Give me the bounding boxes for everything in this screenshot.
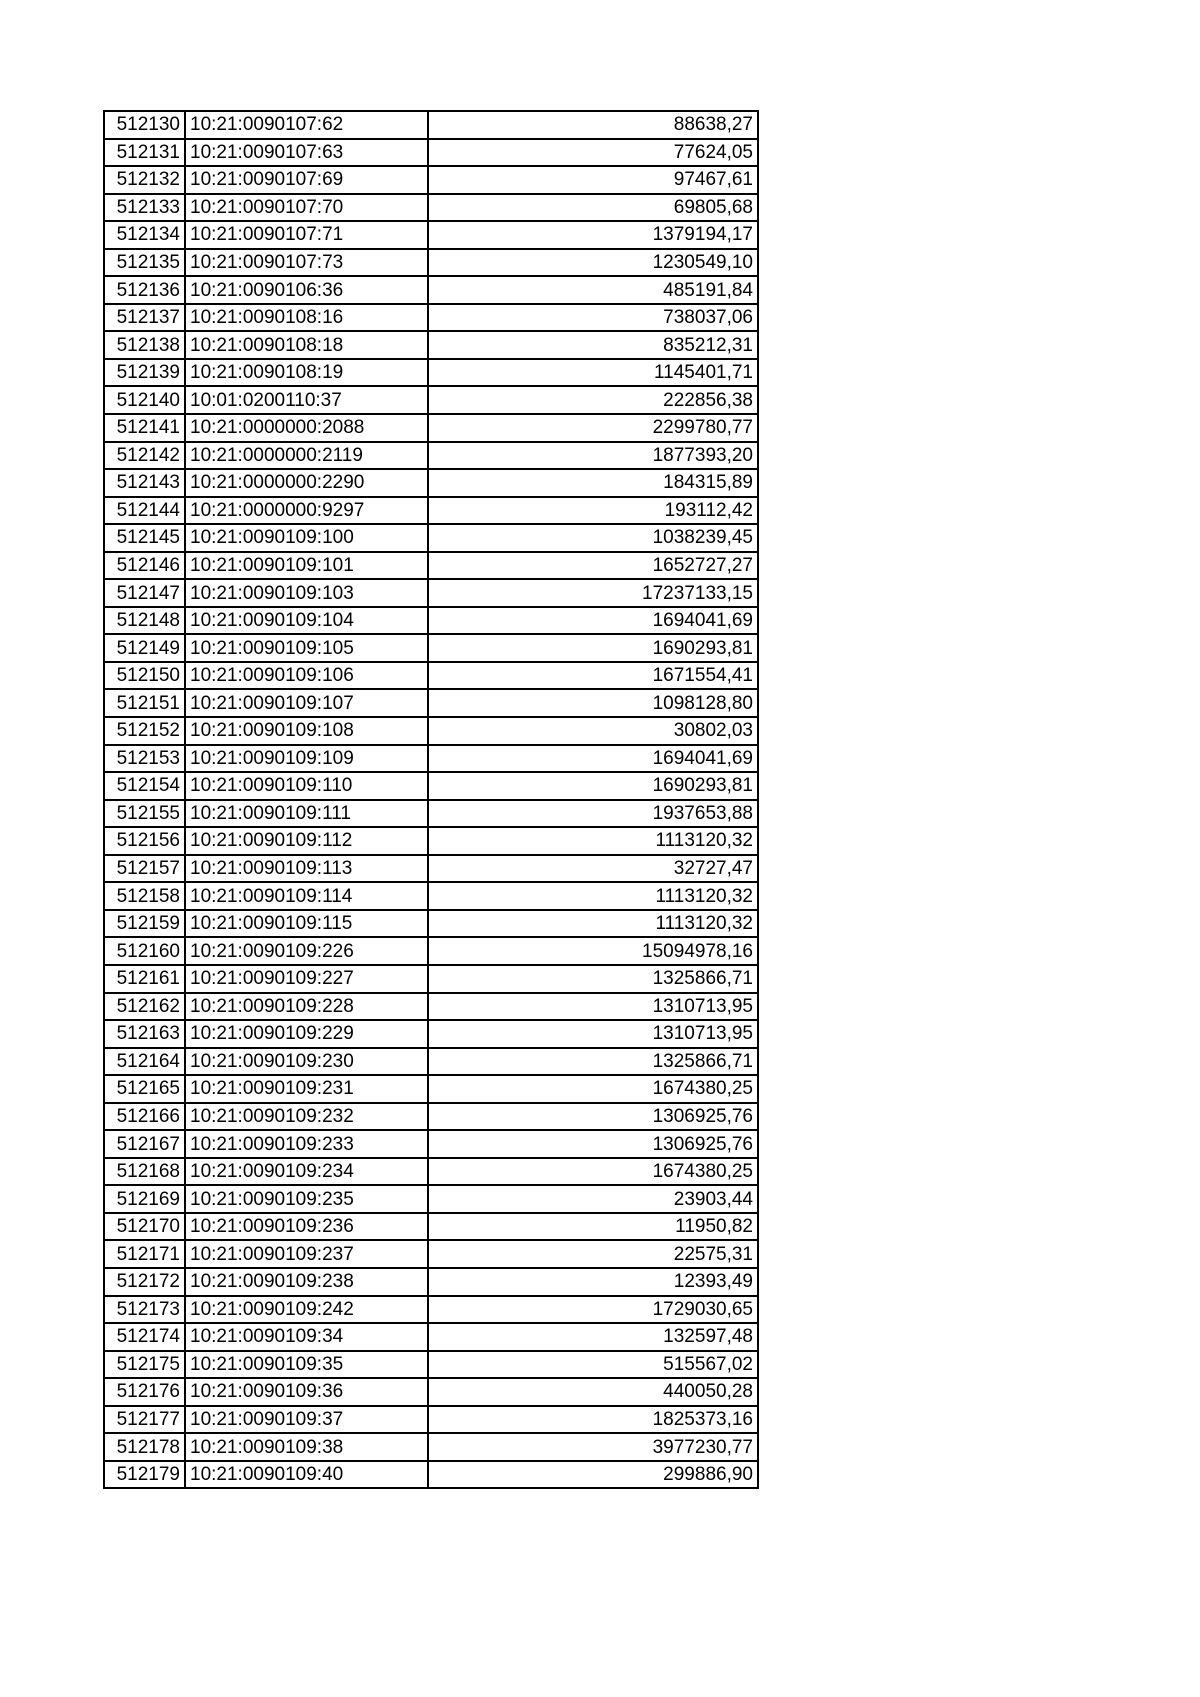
table-row <box>104 1130 758 1158</box>
amount-cell: 88638,27 <box>428 111 758 139</box>
cadastral-number-cell: 10:21:0090107:63 <box>185 139 428 167</box>
amount-cell: 1690293,81 <box>428 634 758 662</box>
amount-cell: 1113120,32 <box>428 882 758 910</box>
table-row <box>104 1351 758 1379</box>
amount-cell: 485191,84 <box>428 276 758 304</box>
cadastral-number-cell: 10:21:0090109:111 <box>185 800 428 828</box>
table-row <box>104 993 758 1021</box>
cadastral-number-cell: 10:21:0090109:233 <box>185 1130 428 1158</box>
amount-cell: 1674380,25 <box>428 1075 758 1103</box>
amount-cell: 30802,03 <box>428 717 758 745</box>
row-id-cell: 512148 <box>104 607 185 635</box>
row-id-cell: 512178 <box>104 1433 185 1461</box>
amount-cell: 1325866,71 <box>428 1048 758 1076</box>
amount-cell: 1877393,20 <box>428 442 758 470</box>
row-id-cell: 512179 <box>104 1461 185 1489</box>
table-row <box>104 827 758 855</box>
cadastral-number-cell: 10:21:0000000:9297 <box>185 497 428 525</box>
row-id-cell: 512165 <box>104 1075 185 1103</box>
amount-cell: 1729030,65 <box>428 1296 758 1324</box>
cadastral-number-cell: 10:21:0090109:112 <box>185 827 428 855</box>
row-id-cell: 512160 <box>104 937 185 965</box>
row-id-cell: 512170 <box>104 1213 185 1241</box>
row-id-cell: 512145 <box>104 524 185 552</box>
table-row <box>104 579 758 607</box>
table-row <box>104 552 758 580</box>
table-row <box>104 717 758 745</box>
amount-cell: 440050,28 <box>428 1378 758 1406</box>
cadastral-number-cell: 10:21:0090109:105 <box>185 634 428 662</box>
amount-cell: 515567,02 <box>428 1351 758 1379</box>
table-row <box>104 111 758 139</box>
cadastral-number-cell: 10:21:0090107:73 <box>185 249 428 277</box>
row-id-cell: 512143 <box>104 469 185 497</box>
amount-cell: 12393,49 <box>428 1268 758 1296</box>
table-row <box>104 689 758 717</box>
amount-cell: 1145401,71 <box>428 359 758 387</box>
row-id-cell: 512147 <box>104 579 185 607</box>
amount-cell: 1652727,27 <box>428 552 758 580</box>
table-row <box>104 469 758 497</box>
table-row <box>104 800 758 828</box>
row-id-cell: 512168 <box>104 1158 185 1186</box>
amount-cell: 132597,48 <box>428 1323 758 1351</box>
row-id-cell: 512155 <box>104 800 185 828</box>
amount-cell: 2299780,77 <box>428 414 758 442</box>
amount-cell: 193112,42 <box>428 497 758 525</box>
row-id-cell: 512171 <box>104 1240 185 1268</box>
cadastral-number-cell: 10:21:0090109:226 <box>185 937 428 965</box>
amount-cell: 1306925,76 <box>428 1103 758 1131</box>
cadastral-number-cell: 10:21:0090107:70 <box>185 194 428 222</box>
cadastral-number-cell: 10:21:0090109:38 <box>185 1433 428 1461</box>
table-row <box>104 1048 758 1076</box>
table-row <box>104 855 758 883</box>
row-id-cell: 512140 <box>104 386 185 414</box>
cadastral-number-cell: 10:21:0090109:104 <box>185 607 428 635</box>
table-row <box>104 1240 758 1268</box>
cadastral-number-cell: 10:21:0090109:36 <box>185 1378 428 1406</box>
row-id-cell: 512158 <box>104 882 185 910</box>
table-row <box>104 662 758 690</box>
cadastral-number-cell: 10:21:0090108:16 <box>185 304 428 332</box>
table-row <box>104 910 758 938</box>
row-id-cell: 512169 <box>104 1185 185 1213</box>
cadastral-number-cell: 10:21:0090109:114 <box>185 882 428 910</box>
table-row <box>104 166 758 194</box>
cadastral-number-cell: 10:21:0090109:107 <box>185 689 428 717</box>
cadastral-number-cell: 10:21:0000000:2290 <box>185 469 428 497</box>
row-id-cell: 512153 <box>104 745 185 773</box>
row-id-cell: 512133 <box>104 194 185 222</box>
amount-cell: 1325866,71 <box>428 965 758 993</box>
amount-cell: 15094978,16 <box>428 937 758 965</box>
amount-cell: 97467,61 <box>428 166 758 194</box>
table-row <box>104 1103 758 1131</box>
row-id-cell: 512167 <box>104 1130 185 1158</box>
table-row <box>104 304 758 332</box>
cadastral-number-cell: 10:21:0090109:109 <box>185 745 428 773</box>
table-row <box>104 1378 758 1406</box>
amount-cell: 1098128,80 <box>428 689 758 717</box>
table-row <box>104 1213 758 1241</box>
table-row <box>104 1158 758 1186</box>
row-id-cell: 512138 <box>104 331 185 359</box>
amount-cell: 1230549,10 <box>428 249 758 277</box>
amount-cell: 1674380,25 <box>428 1158 758 1186</box>
row-id-cell: 512163 <box>104 1020 185 1048</box>
row-id-cell: 512176 <box>104 1378 185 1406</box>
row-id-cell: 512150 <box>104 662 185 690</box>
row-id-cell: 512139 <box>104 359 185 387</box>
table-row <box>104 386 758 414</box>
amount-cell: 738037,06 <box>428 304 758 332</box>
amount-cell: 184315,89 <box>428 469 758 497</box>
amount-cell: 77624,05 <box>428 139 758 167</box>
row-id-cell: 512162 <box>104 993 185 1021</box>
table-row <box>104 1185 758 1213</box>
row-id-cell: 512159 <box>104 910 185 938</box>
table-row <box>104 745 758 773</box>
table-row <box>104 882 758 910</box>
amount-cell: 1937653,88 <box>428 800 758 828</box>
amount-cell: 1113120,32 <box>428 910 758 938</box>
cadastral-number-cell: 10:21:0090106:36 <box>185 276 428 304</box>
table-row <box>104 1020 758 1048</box>
cadastral-number-cell: 10:21:0090109:231 <box>185 1075 428 1103</box>
row-id-cell: 512151 <box>104 689 185 717</box>
table-row <box>104 772 758 800</box>
cadastral-number-cell: 10:21:0090109:234 <box>185 1158 428 1186</box>
cadastral-number-cell: 10:21:0090109:37 <box>185 1406 428 1434</box>
table-row <box>104 194 758 222</box>
amount-cell: 3977230,77 <box>428 1433 758 1461</box>
cadastral-number-cell: 10:21:0090109:108 <box>185 717 428 745</box>
table-row <box>104 497 758 525</box>
row-id-cell: 512144 <box>104 497 185 525</box>
amount-cell: 835212,31 <box>428 331 758 359</box>
table-row <box>104 1296 758 1324</box>
table-row <box>104 1461 758 1489</box>
amount-cell: 69805,68 <box>428 194 758 222</box>
cadastral-number-cell: 10:21:0090107:62 <box>185 111 428 139</box>
table-row <box>104 634 758 662</box>
row-id-cell: 512152 <box>104 717 185 745</box>
data-table <box>103 110 759 1489</box>
amount-cell: 23903,44 <box>428 1185 758 1213</box>
row-id-cell: 512149 <box>104 634 185 662</box>
cadastral-number-cell: 10:21:0090109:115 <box>185 910 428 938</box>
row-id-cell: 512131 <box>104 139 185 167</box>
cadastral-number-cell: 10:21:0090109:242 <box>185 1296 428 1324</box>
cadastral-number-cell: 10:21:0090109:235 <box>185 1185 428 1213</box>
cadastral-number-cell: 10:21:0090109:236 <box>185 1213 428 1241</box>
table-row <box>104 359 758 387</box>
amount-cell: 299886,90 <box>428 1461 758 1489</box>
cadastral-number-cell: 10:21:0090109:35 <box>185 1351 428 1379</box>
cadastral-number-cell: 10:21:0090108:19 <box>185 359 428 387</box>
table-row <box>104 414 758 442</box>
table-row <box>104 442 758 470</box>
amount-cell: 1310713,95 <box>428 993 758 1021</box>
cadastral-number-cell: 10:21:0000000:2088 <box>185 414 428 442</box>
amount-cell: 11950,82 <box>428 1213 758 1241</box>
cadastral-number-cell: 10:21:0090109:34 <box>185 1323 428 1351</box>
cadastral-number-cell: 10:21:0090109:113 <box>185 855 428 883</box>
table-row <box>104 607 758 635</box>
cadastral-number-cell: 10:21:0090107:71 <box>185 221 428 249</box>
table-row <box>104 524 758 552</box>
row-id-cell: 512173 <box>104 1296 185 1324</box>
row-id-cell: 512130 <box>104 111 185 139</box>
table-row <box>104 1268 758 1296</box>
row-id-cell: 512132 <box>104 166 185 194</box>
cadastral-number-cell: 10:21:0090108:18 <box>185 331 428 359</box>
cadastral-number-cell: 10:01:0200110:37 <box>185 386 428 414</box>
row-id-cell: 512134 <box>104 221 185 249</box>
cadastral-number-cell: 10:21:0090109:106 <box>185 662 428 690</box>
cadastral-number-cell: 10:21:0090109:238 <box>185 1268 428 1296</box>
cadastral-number-cell: 10:21:0090109:100 <box>185 524 428 552</box>
cadastral-number-cell: 10:21:0090107:69 <box>185 166 428 194</box>
table-body <box>104 111 758 1488</box>
amount-cell: 1690293,81 <box>428 772 758 800</box>
amount-cell: 222856,38 <box>428 386 758 414</box>
table-row <box>104 965 758 993</box>
table-row <box>104 937 758 965</box>
amount-cell: 1671554,41 <box>428 662 758 690</box>
table-row <box>104 1323 758 1351</box>
amount-cell: 1379194,17 <box>428 221 758 249</box>
row-id-cell: 512154 <box>104 772 185 800</box>
cadastral-number-cell: 10:21:0090109:227 <box>185 965 428 993</box>
amount-cell: 1825373,16 <box>428 1406 758 1434</box>
row-id-cell: 512156 <box>104 827 185 855</box>
amount-cell: 32727,47 <box>428 855 758 883</box>
cadastral-number-cell: 10:21:0090109:103 <box>185 579 428 607</box>
cadastral-number-cell: 10:21:0090109:228 <box>185 993 428 1021</box>
amount-cell: 17237133,15 <box>428 579 758 607</box>
cadastral-number-cell: 10:21:0090109:101 <box>185 552 428 580</box>
cadastral-number-cell: 10:21:0090109:230 <box>185 1048 428 1076</box>
cadastral-number-cell: 10:21:0090109:110 <box>185 772 428 800</box>
cadastral-number-cell: 10:21:0090109:40 <box>185 1461 428 1489</box>
row-id-cell: 512177 <box>104 1406 185 1434</box>
cadastral-number-cell: 10:21:0090109:229 <box>185 1020 428 1048</box>
row-id-cell: 512174 <box>104 1323 185 1351</box>
row-id-cell: 512137 <box>104 304 185 332</box>
row-id-cell: 512161 <box>104 965 185 993</box>
table-row <box>104 1406 758 1434</box>
table-row <box>104 1433 758 1461</box>
table-row <box>104 331 758 359</box>
amount-cell: 1310713,95 <box>428 1020 758 1048</box>
cadastral-number-cell: 10:21:0090109:232 <box>185 1103 428 1131</box>
amount-cell: 1694041,69 <box>428 607 758 635</box>
row-id-cell: 512135 <box>104 249 185 277</box>
row-id-cell: 512146 <box>104 552 185 580</box>
row-id-cell: 512166 <box>104 1103 185 1131</box>
table-row <box>104 139 758 167</box>
table-row <box>104 1075 758 1103</box>
table-row <box>104 221 758 249</box>
row-id-cell: 512157 <box>104 855 185 883</box>
amount-cell: 1306925,76 <box>428 1130 758 1158</box>
row-id-cell: 512142 <box>104 442 185 470</box>
cadastral-number-cell: 10:21:0000000:2119 <box>185 442 428 470</box>
table-row <box>104 249 758 277</box>
row-id-cell: 512164 <box>104 1048 185 1076</box>
row-id-cell: 512172 <box>104 1268 185 1296</box>
row-id-cell: 512136 <box>104 276 185 304</box>
amount-cell: 1113120,32 <box>428 827 758 855</box>
amount-cell: 1694041,69 <box>428 745 758 773</box>
cadastral-number-cell: 10:21:0090109:237 <box>185 1240 428 1268</box>
table-row <box>104 276 758 304</box>
amount-cell: 1038239,45 <box>428 524 758 552</box>
row-id-cell: 512141 <box>104 414 185 442</box>
row-id-cell: 512175 <box>104 1351 185 1379</box>
amount-cell: 22575,31 <box>428 1240 758 1268</box>
